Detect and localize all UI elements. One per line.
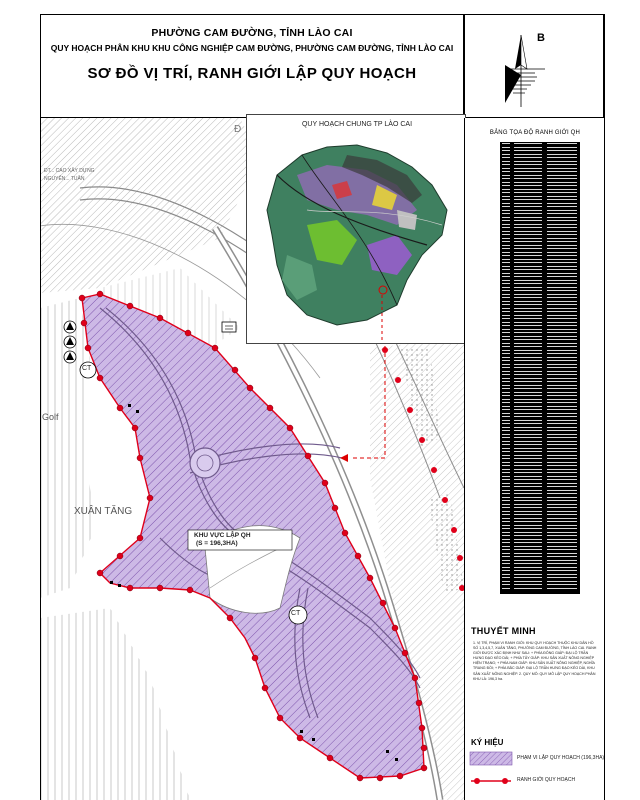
road-label-2: NGUYÊN... TUÂN <box>44 176 85 182</box>
project-title: QUY HOẠCH PHÂN KHU KHU CÔNG NGHIỆP CAM ĐƯỜNG, PHƯỜNG CAM ĐƯỜNG, TỈNH LÀO CAI <box>50 43 454 53</box>
drawing-title: SƠ ĐỒ VỊ TRÍ, RANH GIỚI LẬP QUY HOẠCH <box>87 65 417 82</box>
zone-label-name: KHU VỰC LẬP QH <box>194 532 251 539</box>
ct-label-1: CT <box>82 365 92 372</box>
notes-title: THUYẾT MINH <box>471 626 536 636</box>
place-label-xuan-tang: XUÂN TĂNG <box>74 506 133 517</box>
ward-title: PHƯỜNG CAM ĐƯỜNG, TỈNH LÀO CAI <box>151 27 353 39</box>
edge-label: Đ <box>234 124 242 135</box>
legend-label-zone: PHẠM VI LẬP QUY HOẠCH (196,3HA) <box>517 755 605 761</box>
sheet-frame <box>40 14 605 800</box>
inset-title: QUY HOẠCH CHUNG TP LÀO CAI <box>301 121 413 128</box>
zone-label-area: (S = 196,3HA) <box>196 540 238 547</box>
north-label: B <box>537 32 545 44</box>
coord-table-title: BẢNG TỌA ĐỘ RANH GIỚI QH <box>489 130 581 136</box>
legend-label-boundary: RANH GIỚI QUY HOẠCH <box>517 777 576 783</box>
ct-label-2: CT <box>291 610 301 617</box>
notes-body: 1. VỊ TRÍ, PHẠM VI RANH GIỚI: KHU QUY HOẠCH THUỘC KHU DÂN HỒ SỐ 1,3,4,5,7, XUÂN TĂNG, PHƯỜNG CAM ĐƯỜNG, TỈNH LÀO CAI. RANH GIỚI ĐƯỢC XÁC ĐỊNH NHƯ SAU: + PHÍA ĐÔNG GIÁP: ĐẠI LỘ TRẦN HƯNG ĐẠO KÉO DÀI; + PHÍA TÂY GIÁP: KHU SẢN XUẤT NÔNG NGHIỆP HIỆN TRẠNG; + PHÍA NAM GIÁP: KHU SẢN XUẤT NÔNG NGHIỆP, NGHĨA TRANG ĐỒI; + PHÍA BẮC GIÁP: ĐẠI LỘ TRẦN HƯNG ĐẠO KÉO DÀI, KHU SẢN XUẤT NÔNG NGHIỆP. 2. QUY MÔ: QUY MÔ LẬP QUY HOẠCH PHÂN KHU LÀ: 196,3 ha. <box>473 641 597 681</box>
road-label-1: ĐT... CAO XÂY DỰNG <box>44 168 95 174</box>
place-label-golf: Golf <box>42 412 59 422</box>
legend-title: KÝ HIỆU <box>471 738 504 747</box>
